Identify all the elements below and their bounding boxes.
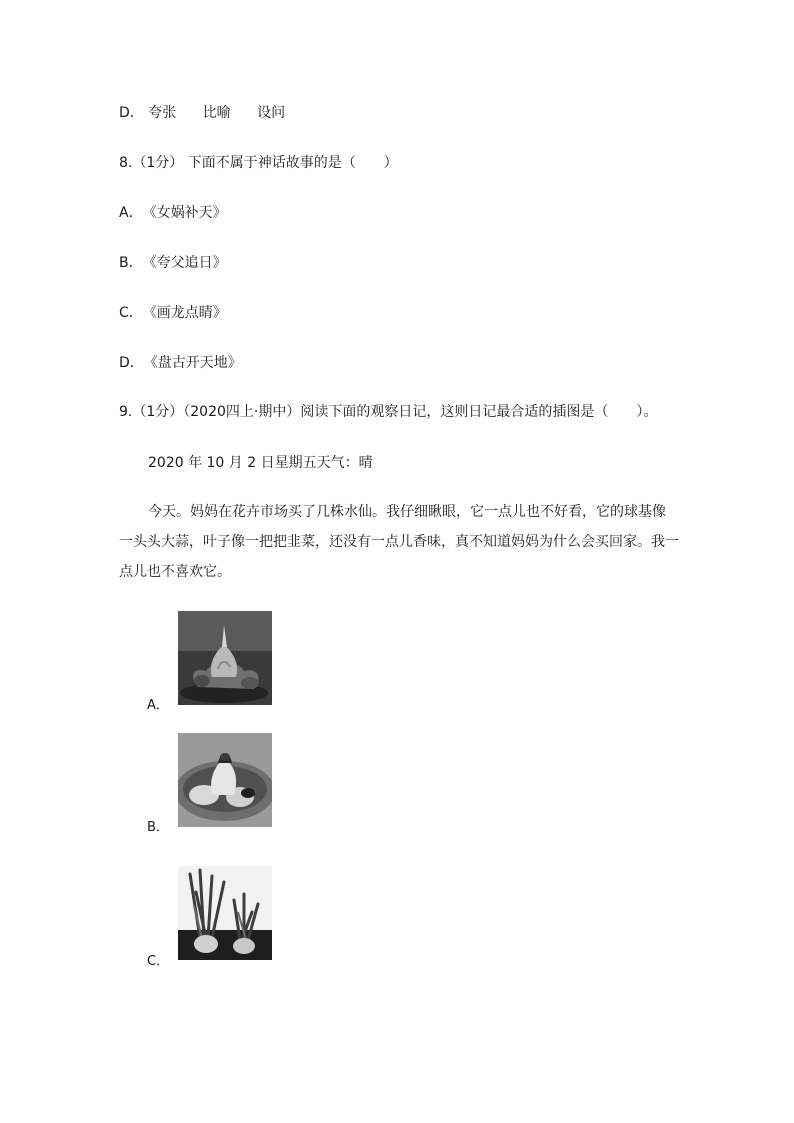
sprouting-narcissus-icon xyxy=(178,866,272,960)
option-label: D． xyxy=(119,105,144,121)
option-word-1: 夸张 xyxy=(148,105,177,121)
option-a-image[interactable] xyxy=(178,611,272,705)
q8-option-b[interactable] xyxy=(119,253,227,273)
diary-date: 2020 年 10 月 2 日星期五天气：晴 xyxy=(148,455,373,471)
option-label: B． xyxy=(119,255,143,271)
option-word-2: 比喻 xyxy=(202,105,231,121)
option-c-image[interactable] xyxy=(178,866,272,960)
option-text: 《盘古开天地》 xyxy=(143,355,242,371)
option-label: C． xyxy=(119,305,143,321)
option-b-image[interactable] xyxy=(178,733,272,827)
option-c-label: C． xyxy=(147,954,170,969)
option-text: 《画龙点睛》 xyxy=(142,305,227,321)
q9-stem: 9.（1分）（2020四上·期中）阅读下面的观察日记，这则日记最合适的插图是（ ）。 xyxy=(119,404,658,420)
q8-stem: 8.（1分） 下面不属于神话故事的是（ ） xyxy=(119,155,398,171)
option-text: 《女娲补天》 xyxy=(142,205,227,221)
option-label: A． xyxy=(119,205,143,221)
narcissus-bulb-icon xyxy=(178,611,272,705)
option-a-label: A． xyxy=(147,698,169,713)
option-text: 《夸父追日》 xyxy=(142,255,227,271)
q8-option-a[interactable] xyxy=(119,203,227,223)
option-b-label: B． xyxy=(147,820,169,835)
option-label: D． xyxy=(119,355,144,371)
diary-text: 今天。妈妈在花卉市场买了几株水仙。我仔细瞅眼，它一点儿也不好看，它的球基像一头头大蒜，叶子像一把把韭菜，还没有一点儿香味，真不知道妈妈为什么会买回家。我一点儿也不喜欢它。 xyxy=(119,504,679,580)
q8-option-d[interactable] xyxy=(119,353,242,373)
option-word-3: 设问 xyxy=(257,105,286,121)
bulbs-in-bowl-icon xyxy=(178,733,272,827)
q8-option-c[interactable] xyxy=(119,303,227,323)
q7-option-d[interactable] xyxy=(119,103,285,123)
